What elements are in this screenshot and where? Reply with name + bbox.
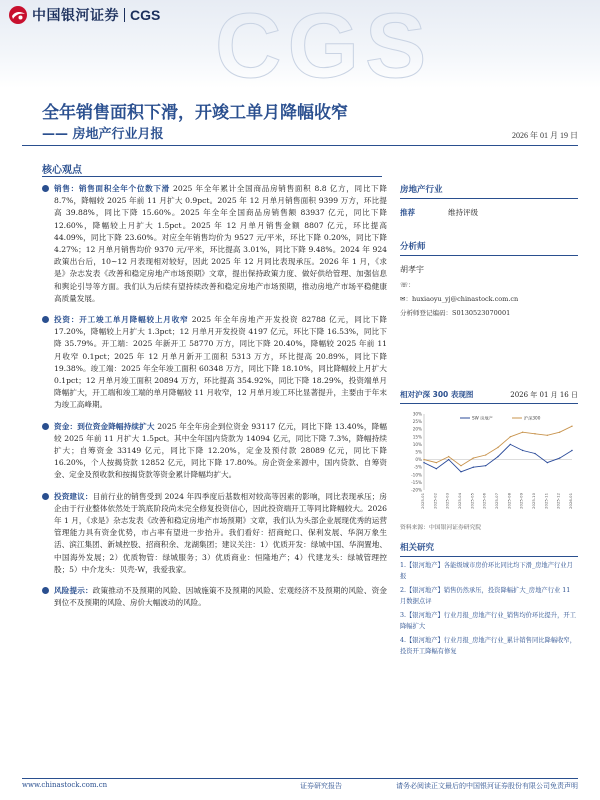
related-link-2[interactable]: 2.【银河地产】销售仍然承压，投资降幅扩大_房地产行业 11 月数据点评	[400, 587, 571, 605]
chart-header	[400, 389, 578, 400]
page-footer	[22, 781, 578, 791]
bullet-icon	[42, 316, 49, 323]
data-point	[571, 450, 572, 451]
rating-row	[400, 207, 578, 218]
x-tick-label: 2025-07	[494, 493, 499, 509]
report-title: 全年销售面积下滑，开竣工单月降幅收窄	[42, 103, 348, 123]
x-tick-label: 2025-05	[469, 493, 475, 509]
data-point	[510, 436, 511, 437]
y-tick-label: 5%	[415, 449, 422, 455]
sidebar-divider	[400, 198, 578, 199]
data-point	[559, 457, 560, 458]
x-tick-label: 2025-03	[444, 493, 450, 509]
analyst-email-text: ：huxiaoyu_yj@chinastock.com.cn	[405, 295, 519, 303]
y-tick-label: -5%	[413, 464, 422, 470]
core-view-text: 2025 年全年房企到位资金 93117 亿元，同比下降 13.40%，降幅较 2025 年前 11 月扩大 1.5pct。其中全年国内贷款为 14094 亿元，同比下降 7.3%，降幅持续扩大；自筹资金 33149 亿元，同比下降 12.20%，定金及预付款 28089 亿元，同比下降 16.20%，个人按揭贷款 12852 亿元，同比下降 17.80%。房企资金来源中，国内贷款、自筹资金、定金及预收款和按揭贷款等资金累计降幅均扩大。	[54, 421, 387, 480]
related-title: 相关研究	[400, 543, 435, 553]
data-point	[559, 432, 560, 433]
footer-divider	[22, 778, 578, 779]
core-view-sales	[42, 183, 387, 305]
analyst-title: 分析师	[400, 242, 426, 252]
rating-label: 推荐	[400, 208, 415, 217]
data-point	[423, 459, 424, 460]
data-point	[485, 454, 486, 455]
data-point	[547, 462, 548, 463]
bullet-icon	[42, 423, 49, 430]
header-watermark: CGS	[215, 0, 433, 88]
related-link-1[interactable]: 1.【银河地产】各能级城市房价环比同比均下滑_房地产行业月报	[400, 562, 573, 580]
core-views-list	[42, 183, 387, 619]
y-tick-label: -15%	[411, 479, 422, 485]
data-point	[497, 456, 498, 457]
core-views-heading: 核心观点	[42, 165, 82, 176]
data-point	[448, 456, 449, 457]
data-point	[522, 450, 523, 451]
x-tick-label: 2026-01	[568, 493, 573, 509]
y-tick-label: 10%	[412, 441, 422, 447]
performance-chart	[400, 389, 578, 531]
x-tick-label: 2025-11	[543, 493, 549, 509]
x-tick-label: 2025-09	[518, 493, 524, 509]
brand-name-en: CGS	[130, 7, 161, 23]
y-tick-label: 25%	[412, 419, 422, 425]
y-tick-label: -10%	[411, 472, 422, 478]
related-link-4[interactable]: 4.【银河地产】行业月报_房地产行业_累计销售同比降幅收窄，投资开工降幅有修复	[400, 637, 577, 655]
legend-label: 沪深300	[524, 415, 541, 421]
data-point	[460, 471, 461, 472]
related-link-3[interactable]: 3.【银河地产】行业月报_房地产行业_销售均价环比提升，开工降幅扩大	[400, 612, 577, 630]
phone-icon: ☏	[400, 281, 409, 289]
core-view-lead: 投资建议：	[54, 491, 93, 501]
data-point	[534, 453, 535, 454]
chart-title: 相对沪深 300 表现图	[400, 390, 474, 399]
chart-date: 2026 年 01 月 16 日	[510, 391, 578, 399]
report-subtitle: —— 房地产行业月报	[42, 127, 164, 142]
bullet-icon	[42, 493, 49, 500]
chart-source: 资料来源：中国银河证券研究院	[400, 525, 482, 531]
sidebar-divider	[400, 556, 578, 557]
bullet-icon	[42, 185, 49, 192]
title-divider	[22, 145, 578, 146]
performance-chart-svg	[400, 404, 578, 516]
data-point	[423, 462, 424, 463]
core-views-divider	[42, 176, 382, 177]
data-point	[485, 465, 486, 466]
core-view-lead: 投资：开工竣工单月降幅较上月收窄	[54, 315, 189, 325]
x-tick-label: 2025-04	[457, 493, 462, 509]
data-point	[534, 433, 535, 434]
footer-center: 证券研究报告	[300, 782, 342, 790]
data-point	[473, 457, 474, 458]
data-point	[571, 425, 572, 426]
data-point	[510, 444, 511, 445]
data-point	[436, 468, 437, 469]
core-view-lead: 风险提示：	[54, 586, 93, 596]
phone-mark: ：	[408, 281, 415, 289]
data-point	[448, 459, 449, 460]
x-tick-label: 2025-06	[481, 493, 487, 509]
company-logo	[8, 4, 160, 26]
x-tick-label: 2025-08	[506, 493, 512, 509]
core-view-lead: 资金：到位资金降幅持续扩大	[54, 421, 155, 431]
data-point	[436, 462, 437, 463]
core-view-text: 2025 年全年累计全国商品房销售面积 8.8 亿方，同比下降 8.7%，降幅较 2025 年前 11 月扩大 0.9pct。2025 年 12 月单月销售面积 9399 万方，环比提高 39.88%，同比下降 15.60%。2025 年全年全国商品房销售额 83937 亿元，同比下降 12.60%，降幅较上月扩大 1.5pct。2025 年 12 月单月销售金额 8807 亿元，环比提高 44.09%，同比下降 23.60%。对应全年销售均价为 9527 元/平米，环比下降 0.20%，同比下降 4.27%；12 月单月销售均价 9370 元/平米，环比提高 3.01%，同比下降 9.48%。2024 年 924 政策出台后，10~12 月表现相对较好，因此 2025 年 12 月同比表现承压。2026 年 1 月，《求是》杂志发表《改善和稳定房地产市场预期》文章，提出保持政策力度、做好供给管理、加强信息和舆论引导等方面。我们认为后续有望持续改善和稳定房地产市场预期，推动房地产市场平稳健康高质量发展。	[54, 184, 387, 303]
data-point	[473, 467, 474, 468]
report-date: 2026 年 01 月 19 日	[512, 131, 578, 140]
x-tick-label: 2025-02	[432, 493, 438, 509]
footer-website[interactable]: www.chinastock.com.cn	[22, 781, 108, 789]
y-tick-label: 30%	[412, 411, 422, 417]
core-view-advice	[42, 491, 387, 576]
analyst-name: 胡孝宇	[400, 265, 424, 274]
data-point	[497, 447, 498, 448]
x-tick-label: 2025-01	[420, 493, 425, 509]
core-view-investment	[42, 314, 387, 412]
y-tick-label: -20%	[411, 487, 422, 493]
galaxy-logo-icon	[8, 5, 28, 25]
data-point	[547, 435, 548, 436]
brand-name-cn: 中国银河证券	[32, 8, 119, 24]
analyst-phone	[400, 280, 578, 289]
industry-title: 房地产行业	[400, 185, 443, 195]
core-view-lead: 销售：销售面积全年个位数下滑	[54, 184, 170, 193]
data-point	[460, 465, 461, 466]
core-view-risk	[42, 585, 387, 609]
email-icon: ✉	[400, 295, 406, 303]
sidebar	[400, 183, 578, 657]
legend-label: SW 房地产	[472, 415, 493, 421]
core-view-funding	[42, 421, 387, 482]
y-tick-label: 15%	[412, 434, 422, 440]
core-view-text: 2025 年全年房地产开发投资 82788 亿元，同比下降 17.20%，降幅较上月扩大 1.3pct；12 月单月开发投资 4197 亿元，环比下降 16.53%，同比下降 35.79%。开工端：2025 年新开工 58770 万方，同比下降 20.40%，降幅较 2025 年前 11 月收窄 0.1pct；2025 年 12 月单月新开工面积 5313 万方，环比提高 20.89%，同比下降 19.38%。竣工端：2025 年全年竣工面积 60348 万方，同比下降 18.10%，同比降幅较上月扩大 0.1pct；12 月单月竣工面积 20894 万方，环比提高 354.92%，同比下降 18.29%，投资端单月降幅扩大，开工端和竣工端的单月降幅较 11 月收窄，12 月单月竣工环比显著提升，主要由于年末为竣工高峰期。	[54, 315, 388, 410]
data-point	[522, 432, 523, 433]
y-tick-label: 0%	[415, 457, 422, 463]
y-tick-label: 20%	[412, 426, 422, 432]
analyst-email[interactable]	[400, 294, 578, 303]
x-tick-label: 2025-12	[555, 493, 561, 509]
core-view-text: 目前行业的销售受到 2024 年四季度后基数相对较高等因素的影响，同比表现承压；房企由于行业整体依然处于筑底阶段尚未完全修复投资信心，因此投资端开工等同比降幅较大。2026 年 1 月，《求是》杂志发表《改善和稳定房地产市场预期》文章，我们认为头部企业展现优秀的运营管理能力具有资金优势，市占率有望进一步抬升。我们看好：招商蛇口、保利发展、华润万象生活、滨江集团、新城控股、招商积余、龙湖集团；建议关注：1）优质开发：绿城中国、华润置地、中国海外发展；2）优质物管：绿城服务；3）优质商业：恒隆地产；4）代建龙头：绿城管理控股；5）中介龙头：贝壳-W，我爱我家。	[54, 491, 387, 574]
bullet-icon	[42, 587, 49, 594]
core-view-text: 政策推动不及预期的风险、因城施策不及预期的风险、宏观经济不及预期的风险、资金到位不及预期的风险、房价大幅波动的风险。	[54, 586, 388, 608]
report-header	[0, 0, 600, 88]
logo-divider	[124, 8, 125, 22]
analyst-cert: 分析师登记编码：S0130523070001	[400, 309, 511, 317]
footer-disclaimer: 请务必阅读正文最后的中国银河证券股份有限公司免责声明	[396, 782, 578, 790]
x-tick-label: 2025-10	[531, 493, 536, 509]
rating-value: 维持评级	[448, 208, 478, 217]
sidebar-divider	[400, 255, 578, 256]
